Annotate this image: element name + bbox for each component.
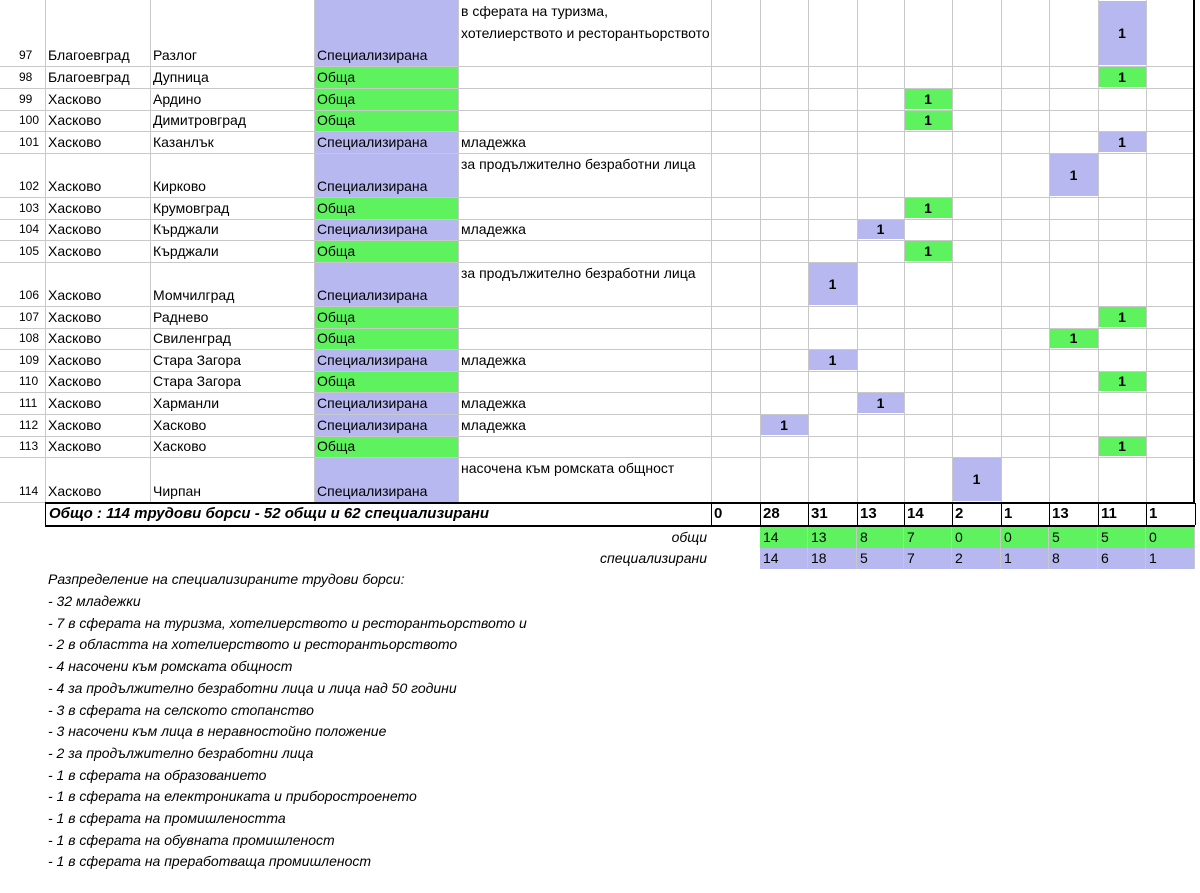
notes-item: - 32 младежки [48,593,141,609]
type-general-cell[interactable]: Обща [314,240,458,262]
grid-col-line [458,0,459,502]
specialized-value: 7 [904,548,952,569]
region-cell[interactable]: Хасково [48,178,102,194]
city-cell[interactable]: Кирково [153,178,206,194]
general-label: общи [671,529,707,545]
grid-row-line [0,371,1195,372]
grid-col-line [1098,0,1099,502]
notes-item: - 2 за продължително безработни лица [48,744,314,761]
grid-row-line [0,328,1195,329]
description-cell[interactable]: за продължително безработни лица [461,156,696,172]
region-cell[interactable]: Хасково [48,287,102,303]
grid-col-line [808,0,809,502]
city-cell[interactable]: Дупница [153,69,209,85]
specialized-value: 5 [857,548,904,569]
total-col-line [1001,503,1002,525]
total-col-line [1049,503,1050,525]
total-col-line [711,503,712,525]
mark-cell[interactable]: 1 [904,111,952,130]
grid-row-line [0,110,1195,111]
region-cell[interactable]: Хасково [48,373,102,389]
row-number: 110 [19,374,39,388]
notes-item: - 1 в сферата на преработваща промишленост [48,853,372,870]
notes-item: - 1 в сферата на обувната промишленост [48,831,335,848]
type-specialized-cell[interactable]: Специализирана [314,349,458,371]
specialized-value: 6 [1098,548,1146,569]
region-cell[interactable]: Хасково [48,91,102,107]
total-label: Общо : 114 трудови борси - 52 общи и 62 специализирани [49,505,490,522]
grid-row-line [0,306,1195,307]
city-cell[interactable]: Кърджали [153,221,219,237]
mark-cell[interactable]: 1 [904,89,952,109]
grid-col-line [314,0,315,502]
row-number: 98 [19,70,33,84]
city-cell[interactable]: Кърджали [153,243,219,259]
mark-cell[interactable]: 1 [1049,154,1098,196]
general-value: 7 [904,527,952,548]
grid-col-line [1146,0,1147,502]
type-specialized-cell[interactable]: Специализирана [314,414,458,436]
mark-cell[interactable]: 1 [1049,329,1098,348]
region-cell[interactable]: Хасково [48,330,102,346]
grid-row-line [0,349,1195,350]
type-general-cell[interactable]: Обща [314,371,458,392]
row-number: 104 [19,222,40,236]
table-right-border [1193,0,1195,502]
row-number: 100 [19,113,40,127]
notes-item: - 3 насочени към лица в неравностойно положение [48,723,387,740]
total-col-line [857,503,858,525]
city-cell[interactable]: Крумовград [153,200,230,216]
total-value: 11 [1101,505,1117,522]
type-general-cell[interactable]: Обща [314,66,458,88]
type-specialized-cell[interactable]: Специализирана [314,219,458,240]
description-cell[interactable]: в сферата на туризма, хотелиерството и ресторантьорството [461,3,710,41]
specialized-value: 18 [808,548,857,569]
type-general-cell[interactable]: Обща [314,197,458,219]
region-cell[interactable]: Хасково [48,243,102,259]
total-value: 31 [811,505,828,522]
grid-row-line [0,392,1195,393]
city-cell[interactable]: Харманли [153,395,220,411]
mark-cell[interactable]: 1 [1098,437,1146,456]
grid-col-line [857,0,858,502]
notes-heading: Разпределение на специализираните трудови борси: [48,571,405,587]
specialized-value: 1 [1146,548,1195,569]
description-cell[interactable]: младежка [461,417,526,433]
total-col-line [904,503,905,525]
general-value: 5 [1049,527,1098,548]
grid-row-line [0,436,1195,437]
grid-col-line [711,0,712,502]
region-cell[interactable]: Хасково [48,417,102,433]
specialized-value: 14 [760,548,808,569]
row-number: 103 [19,201,40,215]
type-general-cell[interactable]: Обща [314,306,458,328]
total-value: 13 [860,505,877,522]
mark-cell[interactable]: 1 [760,415,808,435]
type-general-cell[interactable]: Обща [314,88,458,110]
grid-row-line [0,240,1195,241]
total-col-line [808,503,809,525]
grid-row-line [0,66,1195,67]
mark-cell[interactable]: 1 [1098,132,1146,152]
specialized-value: 1 [1001,548,1049,569]
region-cell[interactable]: Хасково [48,221,102,237]
description-cell[interactable]: за продължително безработни лица [461,265,696,281]
row-number: 105 [19,244,40,258]
total-col-line [952,503,953,525]
general-value: 5 [1098,527,1146,548]
region-cell[interactable]: Благоевград [48,47,130,63]
grid-col-line [1001,0,1002,502]
city-cell[interactable]: Стара Загора [153,352,242,368]
region-cell[interactable]: Хасково [48,483,102,499]
region-cell[interactable]: Хасково [48,112,102,128]
grid-col-line [952,0,953,502]
description-cell[interactable]: насочена към ромската общност [461,460,675,476]
type-general-cell[interactable]: Обща [314,110,458,131]
grid-col-line [904,0,905,502]
type-specialized-cell[interactable]: Специализирана [314,392,458,414]
row-number: 111 [19,396,38,410]
type-specialized-cell[interactable]: Специализирана [314,153,458,197]
city-cell[interactable]: Хасково [153,417,207,433]
city-cell[interactable]: Свиленград [153,330,231,346]
city-cell[interactable]: Стара Загора [153,373,242,389]
row-number: 113 [19,439,39,453]
row-number: 101 [19,135,40,149]
region-cell[interactable]: Хасково [48,134,102,150]
type-general-cell[interactable]: Обща [314,328,458,349]
mark-cell[interactable]: 1 [857,220,904,239]
city-cell[interactable]: Димитровград [153,112,247,128]
grid-col-line [1049,0,1050,502]
region-cell[interactable]: Хасково [48,395,102,411]
type-general-cell[interactable]: Обща [314,436,458,457]
notes-item: - 3 в сферата на селското стопанство [48,701,314,718]
notes-item: - 4 насочени към ромската общност [48,658,293,675]
grid-row-line [0,197,1195,198]
total-value: 0 [714,505,723,522]
total-value: 1 [1149,505,1158,522]
region-cell[interactable]: Хасково [48,438,102,454]
total-value: 28 [763,505,780,522]
row-number: 108 [19,331,40,345]
row-number: 102 [19,179,40,193]
notes-item: - 2 в областта на хотелиерството и ресторантьорството [48,636,458,653]
type-specialized-cell[interactable]: Специализирана [314,457,458,502]
mark-cell[interactable]: 1 [1098,1,1146,65]
specialized-value: 2 [952,548,1001,569]
general-value: 13 [808,527,857,548]
row-number: 114 [19,484,39,498]
city-cell[interactable]: Казанлък [153,134,214,150]
total-col-line [760,503,761,525]
notes-item: - 7 в сферата на туризма, хотелиерството и ресторантьорството и [48,614,527,631]
city-cell[interactable]: Раднево [153,309,209,325]
general-value: 14 [760,527,808,548]
description-cell[interactable]: младежка [461,395,526,411]
city-cell[interactable]: Разлог [153,47,197,63]
row-number: 109 [19,353,40,367]
total-value: 1 [1004,505,1013,522]
total-value: 2 [955,505,964,522]
specialized-label: специализирани [600,550,707,566]
grid-row-line [0,262,1195,263]
mark-cell[interactable]: 1 [904,198,952,218]
description-cell[interactable]: младежка [461,134,526,150]
row-number: 106 [19,288,40,302]
total-value: 14 [907,505,924,522]
city-cell[interactable]: Чирпан [153,483,202,499]
mark-cell[interactable]: 1 [857,393,904,413]
city-cell[interactable]: Хасково [153,438,207,454]
grid-row-line [0,219,1195,220]
region-cell[interactable]: Благоевград [48,69,130,85]
grid-row-line [0,457,1195,458]
grid-col-line [45,0,46,502]
mark-cell[interactable]: 1 [1098,372,1146,391]
region-cell[interactable]: Хасково [48,352,102,368]
mark-cell[interactable]: 1 [1098,307,1146,327]
general-value: 0 [1146,527,1195,548]
row-number: 97 [19,48,33,62]
general-value: 8 [857,527,904,548]
total-col-line [1146,503,1147,525]
total-value: 13 [1052,505,1069,522]
grid-row-line [0,88,1195,89]
row-number: 107 [19,310,40,324]
region-cell[interactable]: Хасково [48,200,102,216]
notes-item: - 1 в сферата на промишлеността [48,810,286,826]
grid-row-line [0,414,1195,415]
description-cell[interactable]: младежка [461,352,526,368]
mark-cell[interactable]: 1 [952,458,1001,501]
total-col-line [45,503,46,525]
row-number: 99 [19,92,33,106]
notes-item: - 4 за продължително безработни лица и лица над 50 години [48,679,457,696]
mark-cell[interactable]: 1 [904,241,952,261]
description-cell[interactable]: младежка [461,221,526,237]
specialized-value: 8 [1049,548,1098,569]
grid-row-line [0,153,1195,154]
total-col-line [1195,503,1196,525]
city-cell[interactable]: Ардино [153,91,202,107]
total-col-line [1098,503,1099,525]
grid-col-line [760,0,761,502]
mark-cell[interactable]: 1 [808,263,857,305]
region-cell[interactable]: Хасково [48,309,102,325]
type-specialized-cell[interactable]: Специализирана [314,131,458,153]
row-number: 112 [19,418,39,432]
grid-row-line [0,131,1195,132]
type-specialized-cell[interactable]: Специализирана [314,0,458,66]
general-value: 0 [952,527,1001,548]
notes-item: - 1 в сферата на електрониката и приборостроенето [48,788,417,805]
mark-cell[interactable]: 1 [1098,67,1146,87]
grid-col-line [150,0,151,502]
general-value: 0 [1001,527,1049,548]
mark-cell[interactable]: 1 [808,350,857,370]
type-specialized-cell[interactable]: Специализирана [314,262,458,306]
notes-item: - 1 в сферата на образованието [48,766,267,783]
city-cell[interactable]: Момчилград [153,287,235,303]
